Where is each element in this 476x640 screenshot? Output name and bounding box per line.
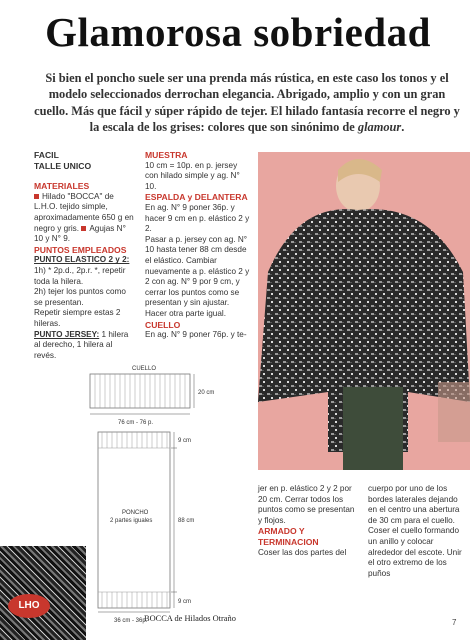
size-label: TALLE UNICO <box>34 160 92 171</box>
poncho-ribbing-top <box>98 432 170 448</box>
back-front-text-1: En ag. N° 9 poner 36p. y hacer 9 cm en p. elástico 2 y 2. <box>145 202 250 234</box>
poncho-width-label: 36 cm - 36p. <box>114 618 148 624</box>
intro-paragraph <box>34 70 460 136</box>
assembly-heading: ARMADO Y TERMINACION <box>258 526 319 547</box>
collar-ribbing <box>95 374 185 408</box>
column-materials <box>34 150 136 361</box>
page-number: 7 <box>452 618 457 627</box>
rib-height-bottom-label: 9 cm <box>178 599 192 605</box>
body-height-label: 88 cm <box>178 518 195 524</box>
yarn-texture-swatch <box>0 546 86 640</box>
column-assembly <box>258 484 360 558</box>
assembly-text: Coser las dos partes del <box>258 547 347 557</box>
poncho-ribbing-bottom <box>98 592 170 608</box>
rib-line-1: 1h) * 2p.d., 2p.r. *, repetir toda la hilera. <box>34 265 126 286</box>
bullet-icon <box>34 194 39 199</box>
rib-line-3: Repetir siempre estas 2 hileras. <box>34 308 121 328</box>
rib-height-top-label: 9 cm <box>178 438 192 444</box>
back-front-text-2: Pasar a p. jersey con ag. N° 10 hasta tener 88 cm desde el elástico. Cambiar nuevamente a p. elástico 2 y 2 con ag. N° 9 por 9 cm, y cerrar los puntos como se presentan y sin ajustar. Hacer otra parte igual. <box>145 234 250 318</box>
bullet-icon <box>81 226 86 231</box>
collar-width-label: 76 cm - 76 p. <box>118 420 154 426</box>
lho-logo: LHO <box>8 594 50 618</box>
rib-line-2: 2h) tejer los puntos como se presentan. <box>34 287 126 307</box>
pattern-diagram <box>80 362 240 626</box>
collar-label: CUELLO <box>132 366 157 372</box>
intro-emphasis: glamour <box>357 120 402 135</box>
jersey-stitch: PUNTO JERSEY: 1 hilera al derecho, 1 hilera al revés. <box>34 329 129 360</box>
back-front-heading: ESPALDA y DELANTERA <box>145 192 248 203</box>
finishing-text-1: cuerpo por uno de los bordes laterales dejando en el centro una abertura de 30 cm para el cuello. <box>368 484 460 525</box>
collar-text: En ag. N° 9 poner 76p. y te- <box>145 330 247 340</box>
poncho-sublabel: 2 partes iguales <box>110 518 153 524</box>
finishing-text-2: Coser el cuello formando un anillo y colocar alrededor del escote. Unir el otro extremo de los puños <box>368 526 462 578</box>
model-photo <box>258 152 470 470</box>
intro-text: Si bien el poncho suele ser una prenda más rústica, en este caso los tonos y el modelo seleccionados derrochan elegancia. Abrigado, amplio y con un gran cuello. Más que fácil y súper rápido de tejer. El hilado fantasía recorre el negro y la escala de los grises: colores que son sinónimo de <box>34 71 460 135</box>
intro-end: . <box>401 120 405 135</box>
poncho-label: PONCHO <box>122 510 149 516</box>
column-instructions <box>145 150 251 341</box>
materials-heading: MATERIALES <box>34 181 90 192</box>
footer-credit: BOCCA de Hilados Otraño <box>144 614 236 623</box>
rib-stitch-title: PUNTO ELASTICO 2 y 2: <box>34 255 130 265</box>
stitches-heading: PUNTOS EMPLEADOS <box>34 244 127 255</box>
collar-heading: CUELLO <box>145 319 181 330</box>
difficulty-label: FACIL <box>34 150 59 160</box>
collar-continued-text: jer en p. elástico 2 y 2 por 20 cm. Cerrar todos los puntos como se presentan y flojos. <box>258 484 355 525</box>
column-finishing <box>368 484 468 579</box>
collar-height-label: 20 cm <box>198 390 215 396</box>
page-title: Glamorosa sobriedad <box>45 9 431 55</box>
poncho-photo-illustration <box>258 152 470 470</box>
sample-text: 10 cm = 10p. en p. jersey con hilado simple y ag. N° 10. <box>145 160 240 191</box>
sample-heading: MUESTRA <box>145 150 188 160</box>
materials-text: Hilado "BOCCA" de L.H.O. tejido simple, aproximadamente 650 g en negro y gris. Agujas N° 10 y N° 9. <box>34 191 134 244</box>
